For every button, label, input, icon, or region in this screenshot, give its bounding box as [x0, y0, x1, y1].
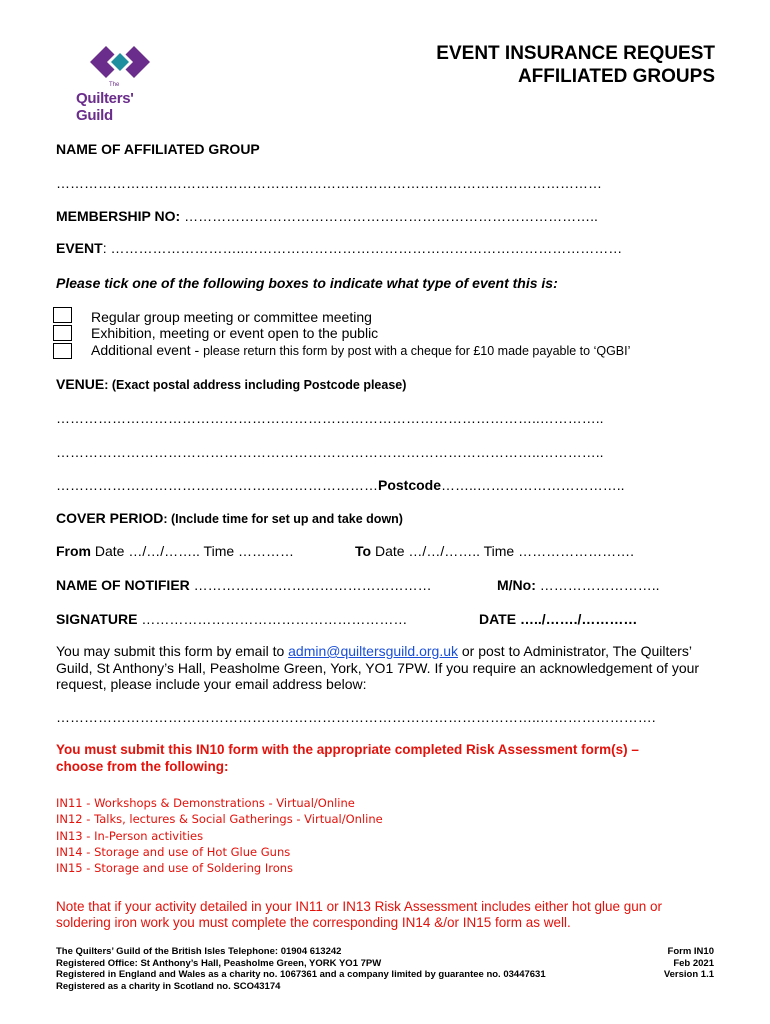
- option-additional-event: [91, 342, 630, 358]
- date-line[interactable]: …../……./…………: [519, 611, 638, 627]
- postcode-label: Postcode: [378, 477, 442, 493]
- signature-row: [56, 611, 407, 627]
- mno-line[interactable]: ……………………..: [539, 577, 660, 593]
- form-date: Feb 2021: [673, 957, 714, 969]
- venue-label: VENUE: [56, 376, 105, 392]
- membership-row: [56, 208, 598, 224]
- event-row: [56, 240, 622, 256]
- cover-to-row: [355, 543, 634, 559]
- title-line-2: AFFILIATED GROUPS: [517, 66, 715, 87]
- list-item-in11: IN11 - Workshops & Demonstrations - Virtual/Online: [56, 796, 355, 810]
- postcode-line[interactable]: ……..…………………………..: [441, 477, 625, 493]
- checkbox-exhibition[interactable]: [53, 325, 72, 341]
- email-link[interactable]: admin@quiltersguild.org.uk: [288, 643, 458, 659]
- option-regular-meeting: Regular group meeting or committee meeting: [91, 309, 372, 325]
- risk-heading-line-2: choose from the following:: [56, 759, 229, 774]
- title-line-1: EVENT INSURANCE REQUEST: [436, 43, 715, 64]
- form-number: Form IN10: [667, 946, 714, 957]
- cover-period-note: : (Include time for set up and take down): [163, 512, 403, 526]
- option-additional-note: please return this form by post with a cheque for £10 made payable to ‘QGBI’: [203, 344, 631, 358]
- group-name-label: NAME OF AFFILIATED GROUP: [56, 141, 260, 157]
- checkbox-regular-meeting[interactable]: [53, 307, 72, 323]
- submit-line-1: [56, 643, 726, 660]
- date-label: DATE: [479, 611, 517, 627]
- risk-note-line-1: Note that if your activity detailed in your IN11 or IN13 Risk Assessment includes either hot glue gun or: [56, 899, 663, 914]
- event-label: EVENT: [56, 240, 103, 256]
- page-title: [436, 42, 715, 88]
- notifier-label: NAME OF NOTIFIER: [56, 577, 190, 593]
- list-item-in14: IN14 - Storage and use of Hot Glue Guns: [56, 844, 291, 859]
- submit-line-2: Guild, St Anthony’s Hall, Peasholme Green, York, YO1 7PW. If you require an acknowledgement of your: [56, 659, 700, 676]
- tick-instruction: Please tick one of the following boxes to indicate what type of event this is:: [56, 275, 558, 291]
- membership-label: MEMBERSHIP NO:: [56, 208, 181, 224]
- cover-period-row: [56, 510, 403, 528]
- submit-instructions: [56, 643, 726, 693]
- list-item-in15: IN15 - Storage and use of Soldering Irons: [56, 861, 294, 876]
- event-line[interactable]: : ………………………..………………………………………………………………………: [102, 240, 623, 256]
- logo-diamond-icon: [70, 38, 170, 98]
- submit-text-after: or post to Administrator, The Quilters’: [458, 643, 692, 659]
- from-date-time[interactable]: Date …/…/…….. Time …………: [94, 543, 295, 559]
- signature-line[interactable]: …………………………………………………: [141, 611, 408, 627]
- membership-line[interactable]: ……………………………………………………………………………..: [184, 208, 598, 224]
- group-name-line[interactable]: ………………………………………………………………………………………………………: [56, 175, 602, 191]
- risk-note-line-2: soldering iron work you must complete the corresponding IN14 &/or IN15 form as well.: [56, 914, 571, 930]
- venue-row: [56, 376, 406, 394]
- footer-form-info: [664, 946, 714, 981]
- checkbox-additional-event[interactable]: [53, 343, 72, 359]
- from-label: From: [56, 543, 91, 559]
- cover-from-row: [56, 543, 294, 559]
- cover-period-label: COVER PERIOD: [56, 510, 164, 526]
- mno-row: [497, 577, 660, 593]
- footer-line-2: Registered Office: St Anthony’s Hall, Peasholme Green, YORK YO1 7PW: [56, 957, 382, 969]
- signature-label: SIGNATURE: [56, 611, 138, 627]
- venue-address-line[interactable]: ……………………………………………………………: [56, 477, 378, 493]
- to-label: To: [355, 543, 372, 559]
- risk-assessment-heading: [56, 741, 639, 775]
- venue-note: : (Exact postal address including Postcode please): [104, 378, 407, 392]
- form-version: Version 1.1: [663, 969, 714, 980]
- mno-label: M/No:: [497, 577, 536, 593]
- risk-note: [56, 899, 662, 930]
- venue-line-2[interactable]: …………………………………………………………………………………………..…………..: [56, 444, 604, 460]
- logo-name: Quilters' Guild: [76, 90, 134, 124]
- to-date-time[interactable]: Date …/…/…….. Time …………………….: [374, 543, 634, 559]
- venue-line-3: [56, 477, 625, 493]
- date-row: [479, 611, 637, 627]
- risk-heading-line-1: You must submit this IN10 form with the appropriate completed Risk Assessment form(s) –: [56, 742, 639, 757]
- list-item-in13: IN13 - In-Person activities: [56, 828, 204, 843]
- list-item-in12: IN12 - Talks, lectures & Social Gatherings - Virtual/Online: [56, 812, 383, 827]
- submit-text-before: You may submit this form by email to: [56, 643, 289, 659]
- email-address-line[interactable]: …………………………………………………………………………………………..…………………….: [56, 709, 656, 725]
- logo-small-text: The: [109, 82, 120, 88]
- option-exhibition: Exhibition, meeting or event open to the public: [91, 325, 379, 341]
- footer-line-4: Registered as a charity in Scotland no. SCO43174: [56, 980, 281, 992]
- option-additional-label: Additional event -: [91, 342, 204, 358]
- submit-line-3: request, please include your email address below:: [56, 676, 367, 692]
- venue-line-1[interactable]: …………………………………………………………………………………………..…………..: [56, 410, 604, 426]
- footer-registration: [56, 946, 546, 992]
- risk-form-list: [56, 795, 383, 876]
- footer-line-1: The Quilters’ Guild of the British Isles Telephone: 01904 613242: [56, 946, 342, 957]
- notifier-line[interactable]: ……………………………………………: [193, 577, 432, 593]
- quilters-guild-logo: [70, 38, 170, 124]
- notifier-row: [56, 577, 432, 593]
- footer-line-3: Registered in England and Wales as a charity no. 1067361 and a company limited by guarantee no. 03447631: [56, 969, 546, 980]
